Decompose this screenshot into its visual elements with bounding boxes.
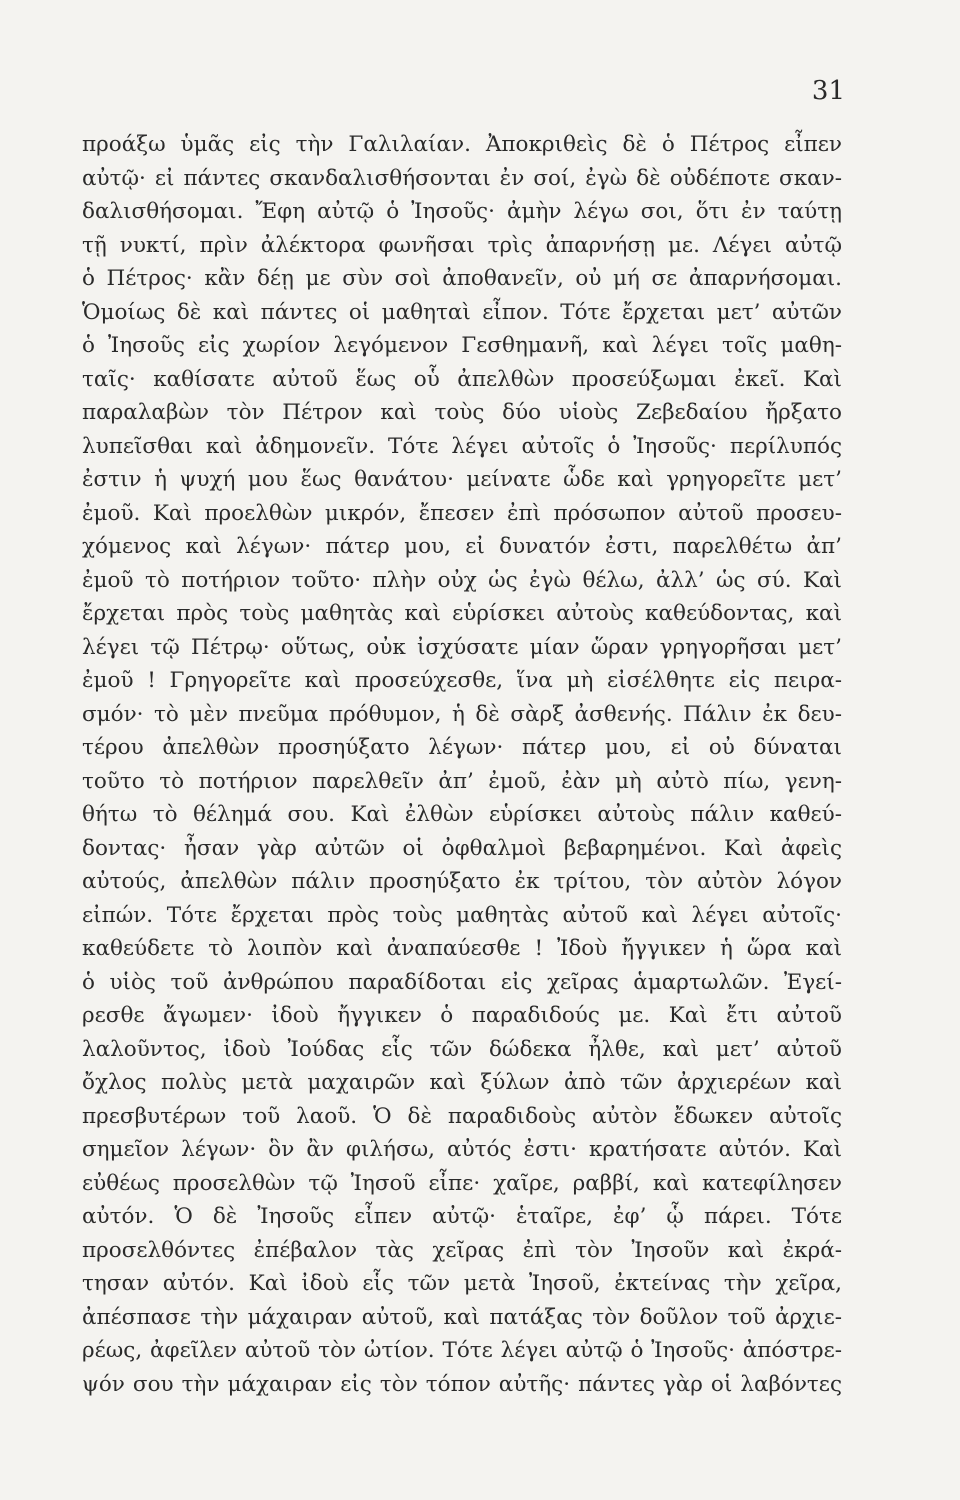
- text-line: λαλοῦντος, ἰδοὺ Ἰούδας εἷς τῶν δώδεκα ἦλθε, καὶ μετ’ αὐτοῦ: [82, 1036, 842, 1062]
- text-line: ἐμοῦ. Καὶ προελθὼν μικρόν, ἔπεσεν ἐπὶ πρόσωπον αὐτοῦ προσευ-: [82, 500, 842, 526]
- page-number: 31: [811, 76, 845, 106]
- text-line: αὐτούς, ἀπελθὼν πάλιν προσηύξατο ἐκ τρίτου, τὸν αὐτὸν λόγον: [82, 869, 842, 894]
- text-line: λυπεῖσθαι καὶ ἀδημονεῖν. Τότε λέγει αὐτοῖς ὁ Ἰησοῦς· περίλυπός: [82, 433, 842, 459]
- text-line: εὐθέως προσελθὼν τῷ Ἰησοῦ εἶπε· χαῖρε, ραββί, καὶ κατεφίλησεν: [82, 1170, 842, 1196]
- text-line: ρέως, ἀφεῖλεν αὐτοῦ τὸν ὠτίον. Τότε λέγει αὐτῷ ὁ Ἰησοῦς· ἀπόστρε-: [82, 1338, 842, 1363]
- text-line: ἐστιν ἡ ψυχή μου ἕως θανάτου· μείνατε ὧδε καὶ γρηγορεῖτε μετ’: [82, 467, 842, 492]
- text-line: ταῖς· καθίσατε αὐτοῦ ἕως οὗ ἀπελθὼν προσεύξωμαι ἐκεῖ. Καὶ: [82, 366, 842, 392]
- text-line: πρεσβυτέρων τοῦ λαοῦ. Ὁ δὲ παραδιδοὺς αὐτὸν ἔδωκεν αὐτοῖς: [82, 1103, 842, 1129]
- text-line: τῇ νυκτί, πρὶν ἀλέκτορα φωνῆσαι τρὶς ἀπαρνήσῃ με. Λέγει αὐτῷ: [82, 232, 842, 258]
- body-text: [82, 128, 842, 1401]
- text-line: λέγει τῷ Πέτρῳ· οὕτως, οὐκ ἰσχύσατε μίαν ὥραν γρηγορῆσαι μετ’: [82, 634, 842, 660]
- text-line: ὁ Πέτρος· κἂν δέῃ με σὺν σοὶ ἀποθανεῖν, οὐ μή σε ἀπαρνήσομαι.: [82, 266, 842, 291]
- text-line: αὐτῷ· εἰ πάντες σκανδαλισθήσονται ἐν σοί, ἐγὼ δὲ οὐδέποτε σκαν-: [82, 165, 842, 191]
- text-line: ἀπέσπασε τὴν μάχαιραν αὐτοῦ, καὶ πατάξας τὸν δοῦλον τοῦ ἀρχιε-: [82, 1304, 842, 1330]
- text-line: ἔρχεται πρὸς τοὺς μαθητὰς καὶ εὑρίσκει αὐτοὺς καθεύδοντας, καὶ: [82, 601, 842, 626]
- text-line: Ὁμοίως δὲ καὶ πάντες οἱ μαθηταὶ εἶπον. Τότε ἔρχεται μετ’ αὐτῶν: [82, 299, 842, 325]
- text-line: ὁ υἱὸς τοῦ ἀνθρώπου παραδίδοται εἰς χεῖρας ἁμαρτωλῶν. Ἐγεί-: [82, 969, 842, 995]
- text-line: ψόν σου τὴν μάχαιραν εἰς τὸν τόπον αὐτῆς· πάντες γὰρ οἱ λαβόντες: [82, 1371, 842, 1397]
- text-line: σμόν· τὸ μὲν πνεῦμα πρόθυμον, ἡ δὲ σὰρξ ἀσθενής. Πάλιν ἐκ δευ-: [82, 701, 842, 727]
- text-line: χόμενος καὶ λέγων· πάτερ μου, εἰ δυνατόν ἐστι, παρελθέτω ἀπ’: [82, 534, 842, 559]
- text-line: ὁ Ἰησοῦς εἰς χωρίον λεγόμενον Γεσθημανῆ, καὶ λέγει τοῖς μαθη-: [82, 333, 842, 358]
- text-line: ἐμοῦ ! Γρηγορεῖτε καὶ προσεύχεσθε, ἵνα μὴ εἰσέλθητε εἰς πειρα-: [82, 668, 842, 693]
- text-line: ἐμοῦ τὸ ποτήριον τοῦτο· πλὴν οὐχ ὡς ἐγὼ θέλω, ἀλλ’ ὡς σύ. Καὶ: [82, 567, 842, 593]
- text-line: σημεῖον λέγων· ὃν ἂν φιλήσω, αὐτός ἐστι· κρατήσατε αὐτόν. Καὶ: [82, 1137, 842, 1162]
- text-line: ὄχλος πολὺς μετὰ μαχαιρῶν καὶ ξύλων ἀπὸ τῶν ἀρχιερέων καὶ: [82, 1070, 842, 1095]
- text-line: δοντας· ἦσαν γὰρ αὐτῶν οἱ ὀφθαλμοὶ βεβαρημένοι. Καὶ ἀφεὶς: [82, 835, 842, 861]
- text-line: τέρου ἀπελθὼν προσηύξατο λέγων· πάτερ μου, εἰ οὐ δύναται: [82, 735, 842, 760]
- text-line: ρεσθε ἄγωμεν· ἰδοὺ ἤγγικεν ὁ παραδιδούς με. Καὶ ἔτι αὐτοῦ: [82, 1003, 842, 1028]
- text-line: προσελθόντες ἐπέβαλον τὰς χεῖρας ἐπὶ τὸν Ἰησοῦν καὶ ἐκρά-: [82, 1237, 842, 1263]
- text-line: προάξω ὑμᾶς εἰς τὴν Γαλιλαίαν. Ἀποκριθεὶς δὲ ὁ Πέτρος εἶπεν: [82, 132, 842, 157]
- text-line: καθεύδετε τὸ λοιπὸν καὶ ἀναπαύεσθε ! Ἰδοὺ ἤγγικεν ἡ ὥρα καὶ: [82, 936, 842, 961]
- text-line: δαλισθήσομαι. Ἔφη αὐτῷ ὁ Ἰησοῦς· ἀμὴν λέγω σοι, ὅτι ἐν ταύτῃ: [82, 199, 842, 224]
- text-line: αὐτόν. Ὁ δὲ Ἰησοῦς εἶπεν αὐτῷ· ἑταῖρε, ἐφ’ ᾧ πάρει. Τότε: [82, 1204, 842, 1229]
- text-line: τοῦτο τὸ ποτήριον παρελθεῖν ἀπ’ ἐμοῦ, ἐὰν μὴ αὐτὸ πίω, γενη-: [82, 768, 842, 794]
- text-line: παραλαβὼν τὸν Πέτρον καὶ τοὺς δύο υἱοὺς Ζεβεδαίου ἤρξατο: [82, 400, 842, 425]
- text-line: τησαν αὐτόν. Καὶ ἰδοὺ εἷς τῶν μετὰ Ἰησοῦ, ἐκτείνας τὴν χεῖρα,: [82, 1271, 842, 1296]
- text-line: θήτω τὸ θέλημά σου. Καὶ ἐλθὼν εὑρίσκει αὐτοὺς πάλιν καθεύ-: [82, 802, 842, 827]
- text-line: εἰπών. Τότε ἔρχεται πρὸς τοὺς μαθητὰς αὐτοῦ καὶ λέγει αὐτοῖς·: [82, 902, 842, 928]
